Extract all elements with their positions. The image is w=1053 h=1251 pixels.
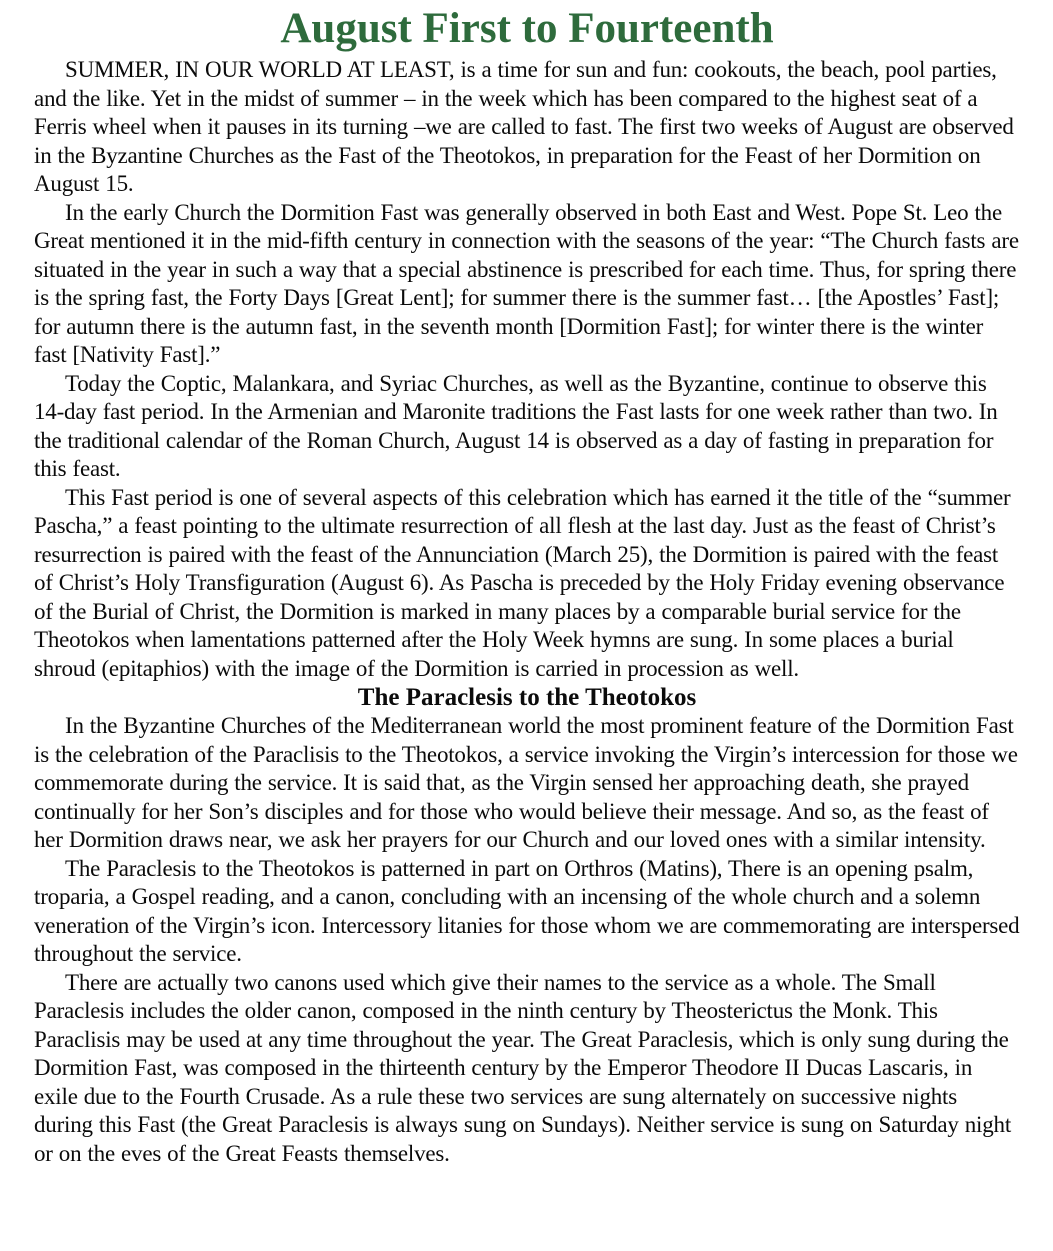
paragraph-paraclesis-structure: The Paraclesis to the Theotokos is patterned in part on Orthros (Matins), There is an opening psalm, troparia, a Gospel reading, and a canon, concluding with an incensing of the whole church and a solemn veneration of the Virgin’s icon. Intercessory litanies for those whom we are commemorating are interspersed throughout the service. (34, 855, 1020, 967)
paragraph-early-church-leo: In the early Church the Dormition Fast was generally observed in both East and West. Pope St. Leo the Great mentioned it in the mid-fifth century in connection with the seasons of the year: “The Church fasts are situated in the year in such a way that a special abstinence is prescribed for each time. Thus, for spring there is the spring fast, the Forty Days [Great Lent]; for summer there is the summer fast… [the Apostles’ Fast]; for autumn there is the autumn fast, in the seventh month [Dormition Fast]; for winter there is the winter fast [Nativity Fast].” (34, 199, 1019, 368)
section-heading-paraclesis: The Paraclesis to the Theotokos (357, 684, 697, 712)
paragraph-summer-pascha: This Fast period is one of several aspects of this celebration which has earned it the title of the “summer Pascha,” a feast pointing to the ultimate resurrection of all flesh at the last day. Just as the feast of Christ’s resurrection is paired with the feast of the Annunciation (March 25), the Dormition is paired with the feast of Christ’s Holy Transfiguration (August 6). As Pascha is preceded by the Holy Friday evening observance of the Burial of Christ, the Dormition is marked in many places by a comparable burial service for the Theotokos when lamentations patterned after the Holy Week hymns are sung. In some places a burial shroud (epitaphios) with the image of the Dormition is carried in procession as well. (34, 484, 1011, 681)
paragraph-churches-today: Today the Coptic, Malankara, and Syriac Churches, as well as the Byzantine, continue to observe this 14-day fast period. In the Armenian and Maronite traditions the Fast lasts for one week rather than two. In the traditional calendar of the Roman Church, August 14 is observed as a day of fasting in preparation for this feast. (34, 370, 998, 482)
paragraph-paraclisis-celebration: In the Byzantine Churches of the Mediterranean world the most prominent feature of the Dormition Fast is the celebration of the Paraclisis to the Theotokos, a service invoking the Virgin’s intercession for those we commemorate during the service. It is said that, as the Virgin sensed her approaching death, she prayed continually for her Son’s disciples and for those who would believe their message. And so, as the feast of her Dormition draws near, we ask her prayers for our Church and our loved ones with a similar intensity. (34, 713, 1018, 853)
paragraph-two-canons: There are actually two canons used which give their names to the service as a whole. The Small Paraclesis includes the older canon, composed in the ninth century by Theosterictus the Monk. This Paraclisis may be used at any time throughout the year. The Great Paraclesis, which is only sung during the Dormition Fast, was composed in the thirteenth century by the Emperor Theodore II Ducas Lascaris, in exile due to the Fourth Crusade. As a rule these two services are sung alternately on successive nights during this Fast (the Great Paraclesis is always sung on Sundays). Neither service is sung on Saturday night or on the eves of the Great Feasts themselves. (34, 969, 1012, 1166)
page-title: August First to Fourteenth (280, 5, 774, 52)
paragraph-summer-fast-intro: SUMMER, IN OUR WORLD AT LEAST, is a time for sun and fun: cookouts, the beach, pool parties, and the like. Yet in the midst of summer – in the week which has been compared to the highest seat of a Ferris wheel when it pauses in its turning –we are called to fast. The first two weeks of August are observed in the Byzantine Churches as the Fast of the Theotokos, in preparation for the Feast of her Dormition on August 15. (34, 57, 1014, 197)
